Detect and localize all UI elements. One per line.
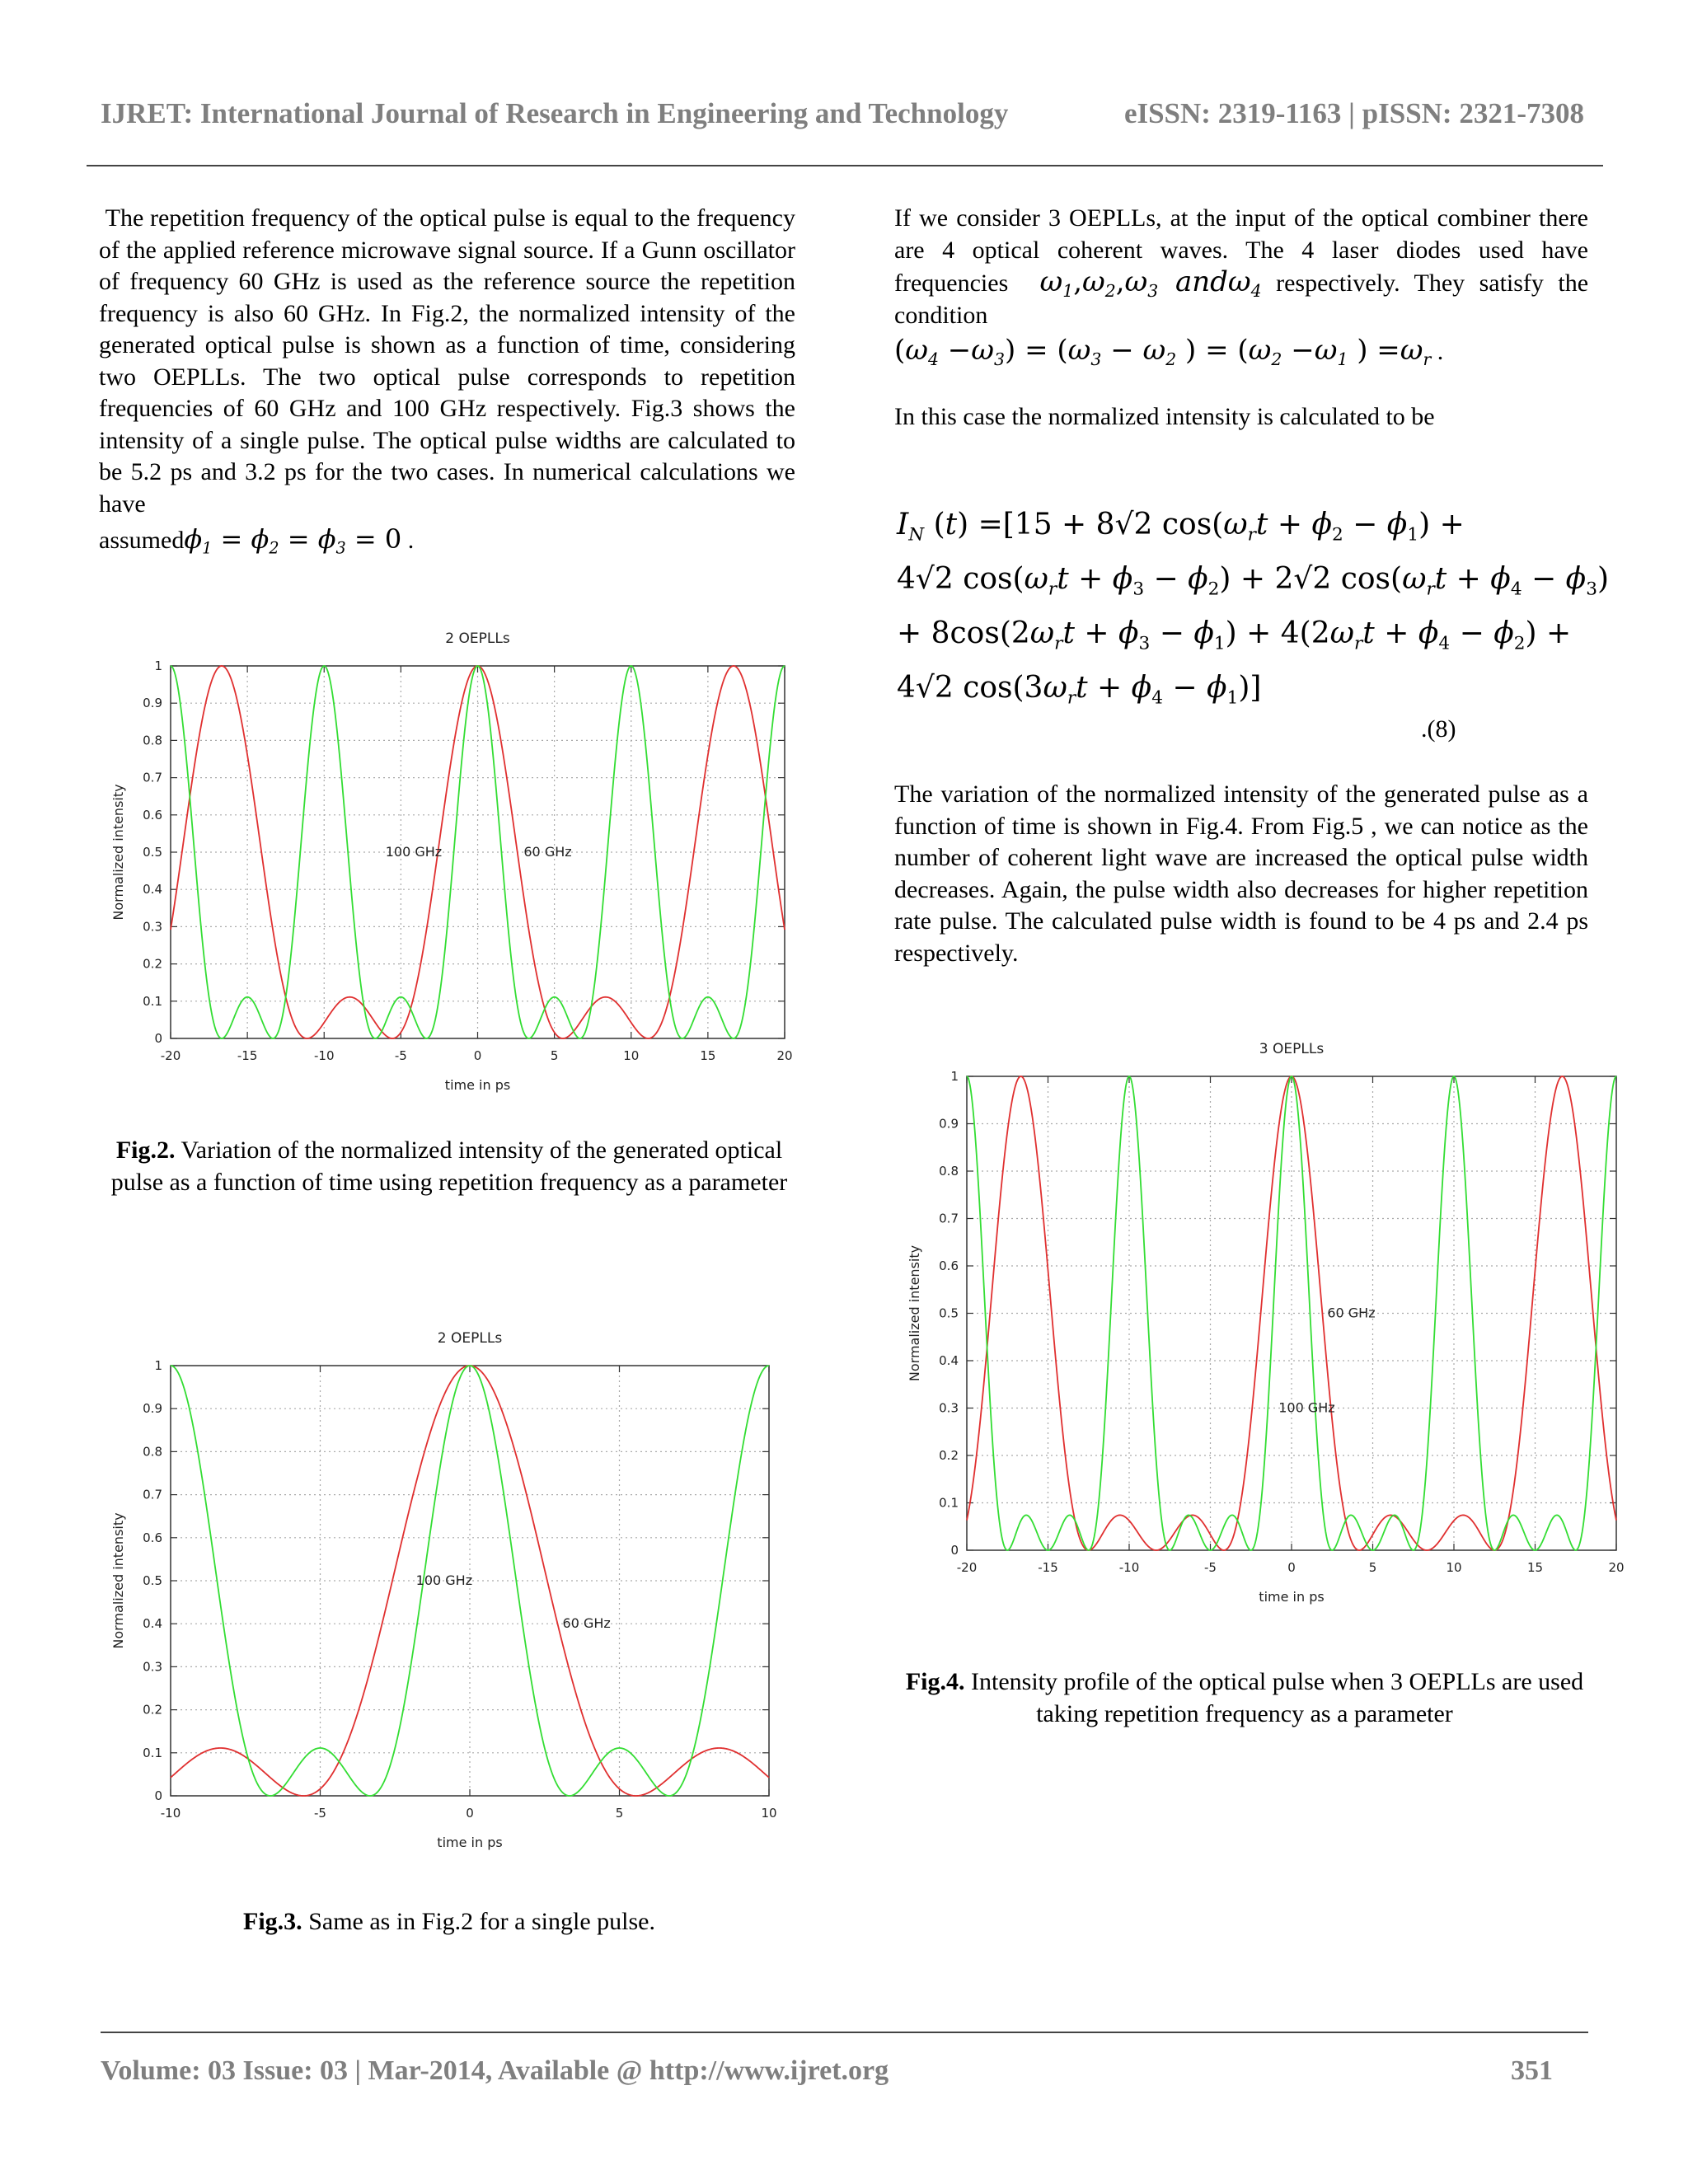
figure-4 (894, 1022, 1636, 1648)
y-tick-label: 0 (950, 1543, 959, 1558)
y-axis-label: Normalized intensity (110, 784, 126, 921)
y-tick-label: 0 (154, 1788, 162, 1803)
equation-line-3: + $8\cos(2\omega_rt + \phi_3 - \phi_1) + 4(2\omega_rt + \phi_4 - \phi_2)$ + (897, 616, 1572, 654)
journal-issn: eISSN: 2319-1163 | pISSN: 2321-7308 (1123, 97, 1584, 129)
x-tick-label: 15 (1526, 1560, 1544, 1575)
figure-2-caption (103, 1135, 795, 1198)
y-tick-label: 1 (154, 658, 162, 673)
y-tick-label: 0.4 (143, 1616, 162, 1632)
y-tick-label: 0.6 (939, 1258, 959, 1273)
equation-8 (897, 498, 1609, 715)
x-tick-label: 5 (1368, 1560, 1377, 1575)
y-tick-label: 0.8 (143, 1444, 162, 1460)
y-tick-label: 0.5 (939, 1305, 959, 1321)
x-tick-label: 5 (550, 1048, 559, 1063)
x-tick-label: -5 (394, 1048, 407, 1063)
y-tick-label: 0.4 (143, 882, 162, 898)
y-tick-label: 0.3 (939, 1400, 959, 1416)
y-tick-label: 0.1 (143, 1745, 162, 1760)
y-tick-label: 0.8 (939, 1164, 959, 1179)
x-tick-label: 0 (473, 1048, 482, 1063)
condition-math: $(\omega_4 -\omega_3) = (\omega_3 - \omega_2$ ) = ($\omega_2 -\omega_1$ ) $=\omega_r$ . (894, 334, 1444, 370)
x-tick-label: -10 (314, 1048, 335, 1063)
figure-3-label: Fig.3. (243, 1908, 302, 1935)
x-tick-label: -5 (314, 1806, 326, 1821)
x-tick-label: 20 (1608, 1560, 1625, 1575)
y-tick-label: 0.7 (143, 770, 162, 785)
x-tick-label: -15 (1038, 1560, 1058, 1575)
annotation-label: 100 GHz (415, 1572, 473, 1588)
right-column-text (894, 203, 1588, 433)
chart-title: 2 OEPLLs (445, 630, 510, 647)
left-paragraph-body: The repetition frequency of the optical pulse is equal to the frequency of the applied reference microwave signal source. If a Gunn oscillator of frequency 60 GHz is used as the reference source the repetition frequency is also 60 GHz. In Fig.2, the normalized intensity of the generated optical pulse is shown as a function of time, considering two OEPLLs. The two optical pulse corresponds to repetition frequencies of 60 GHz and 100 GHz respectively. Fig.3 shows the intensity of a single pulse. The optical pulse widths are calculated to be 5.2 ps and 3.2 ps for the two cases. In numerical calculations we have (99, 204, 795, 518)
y-tick-label: 0.7 (939, 1211, 959, 1226)
y-tick-label: 0.6 (143, 1530, 162, 1545)
y-tick-label: 0.3 (143, 1659, 162, 1675)
figure-3-caption-text: Same as in Fig.2 for a single pulse. (302, 1908, 655, 1935)
x-tick-label: -15 (237, 1048, 258, 1063)
right-paragraph-2: In this case the normalized intensity is calculated to be (894, 402, 1435, 430)
series-line-red (967, 1076, 1616, 1550)
figure-2-caption-text: Variation of the normalized intensity of the generated optical pulse as a function of time using repetition frequency as a parameter (110, 1137, 788, 1196)
chart-title: 2 OEPLLs (437, 1330, 503, 1347)
annotation-label: 100 GHz (385, 844, 443, 860)
x-axis-label: time in ps (437, 1835, 503, 1850)
y-tick-label: 0.5 (143, 845, 162, 860)
figure-4-label: Fig.4. (905, 1668, 965, 1695)
figure-2-label: Fig.2. (115, 1137, 176, 1164)
x-axis-label: time in ps (1259, 1589, 1325, 1605)
x-tick-label: -10 (160, 1806, 181, 1821)
x-tick-label: -20 (160, 1048, 181, 1063)
y-tick-label: 0.2 (143, 956, 162, 972)
left-paragraph (99, 203, 795, 520)
left-column-text (99, 203, 795, 557)
assumption-math: $\phi_1 = \phi_2 = \phi_3 = 0$ (184, 523, 402, 558)
y-axis-label: Normalized intensity (907, 1244, 922, 1382)
x-tick-label: 10 (623, 1048, 640, 1063)
figure-3-chart (99, 1310, 808, 1887)
right-paragraph-3: The variation of the normalized intensity of the generated pulse as a function of time is shown in Fig.4. From Fig.5 , we can notice as the number of coherent light wave are increased the optical pulse width decreases. Again, the pulse width also decreases for higher repetition rate pulse. The calculated pulse width is found to be 4 ps and 2.4 ps respectively. (894, 780, 1588, 967)
x-tick-label: -10 (1118, 1560, 1140, 1575)
figure-2 (99, 610, 808, 1104)
y-tick-label: 1 (950, 1069, 959, 1084)
figure-3-caption (103, 1906, 795, 1938)
annotation-label: 60 GHz (562, 1615, 611, 1632)
y-tick-label: 0 (154, 1031, 162, 1046)
x-tick-label: 10 (761, 1806, 777, 1821)
footer-volume: Volume: 03 Issue: 03 | Mar-2014, Available @ http://www.ijret.org (101, 2055, 889, 2086)
running-header (101, 97, 1584, 135)
figure-4-caption-text: Intensity profile of the optical pulse when 3 OEPLLs are used taking repetition frequency as a parameter (964, 1668, 1584, 1727)
y-tick-label: 0.1 (939, 1495, 959, 1511)
y-tick-label: 1 (154, 1358, 162, 1373)
figure-4-caption (898, 1666, 1591, 1730)
x-tick-label: 0 (1287, 1560, 1296, 1575)
annotation-label: 60 GHz (1327, 1305, 1376, 1321)
x-tick-label: -5 (1204, 1560, 1217, 1575)
y-tick-label: 0.3 (143, 919, 162, 935)
x-axis-label: time in ps (444, 1077, 511, 1093)
equation-line-1: $I_N$ (t) =[15 + 8√2 $\cos(\omega_rt + \phi_2 - \phi_1)$ + (897, 508, 1465, 546)
x-tick-label: -20 (956, 1560, 978, 1575)
x-tick-label: 10 (1446, 1560, 1462, 1575)
x-tick-label: 20 (776, 1048, 793, 1063)
x-tick-label: 5 (615, 1806, 624, 1821)
journal-title: IJRET: International Journal of Research in Engineering and Technology (101, 97, 1009, 129)
assumption-label: assumed (99, 527, 185, 554)
y-tick-label: 0.8 (143, 733, 162, 748)
y-tick-label: 0.2 (939, 1448, 959, 1463)
y-tick-label: 0.5 (143, 1573, 162, 1588)
y-tick-label: 0.9 (143, 696, 162, 711)
y-tick-label: 0.6 (143, 807, 162, 823)
y-axis-label: Normalized intensity (110, 1512, 126, 1649)
frequency-math: $\omega_1,\omega_2,\omega_3$ andω$_4$ (1022, 265, 1262, 302)
figure-2-chart (99, 610, 808, 1104)
y-tick-label: 0.2 (143, 1702, 162, 1718)
header-rule (87, 165, 1603, 166)
figure-3 (99, 1310, 808, 1887)
y-tick-label: 0.1 (143, 993, 162, 1009)
right-paragraph-1 (894, 203, 1588, 331)
assumption-line: assumedϕ$_1$ = $\phi_2 = \phi_3 = 0$ . (99, 523, 415, 558)
y-tick-label: 0.7 (143, 1487, 162, 1502)
y-tick-label: 0.4 (939, 1353, 959, 1368)
annotation-label: 60 GHz (523, 844, 572, 860)
x-tick-label: 15 (700, 1048, 716, 1063)
equation-line-2: 4√2 $\cos(\omega_rt + \phi_3 - \phi_2) + 2√2$ $\cos(\omega_rt + \phi_4 - \phi_3)$ (897, 562, 1609, 600)
right-paragraph-1b: respectively. They satisfy the condition (894, 269, 1589, 329)
figure-4-chart (894, 1022, 1636, 1648)
page-number: 351 (1511, 2055, 1553, 2086)
equation-number: .(8) (1421, 715, 1456, 743)
annotation-label: 100 GHz (1278, 1399, 1335, 1416)
equation-line-4: 4√2 $\cos(3\omega_rt + \phi_4 - \phi_1)$] (897, 671, 1262, 709)
right-paragraph-1a: If we consider 3 OEPLLs, at the input of the optical combiner there are 4 optical coherent waves. The 4 laser diodes used have frequencies (894, 204, 1588, 297)
chart-title: 3 OEPLLs (1259, 1041, 1325, 1057)
y-tick-label: 0.9 (143, 1401, 162, 1417)
series-line-green (967, 1076, 1616, 1550)
x-tick-label: 0 (466, 1806, 474, 1821)
footer-rule (101, 2032, 1588, 2033)
plot-frame (967, 1076, 1616, 1550)
y-tick-label: 0.9 (939, 1116, 959, 1132)
